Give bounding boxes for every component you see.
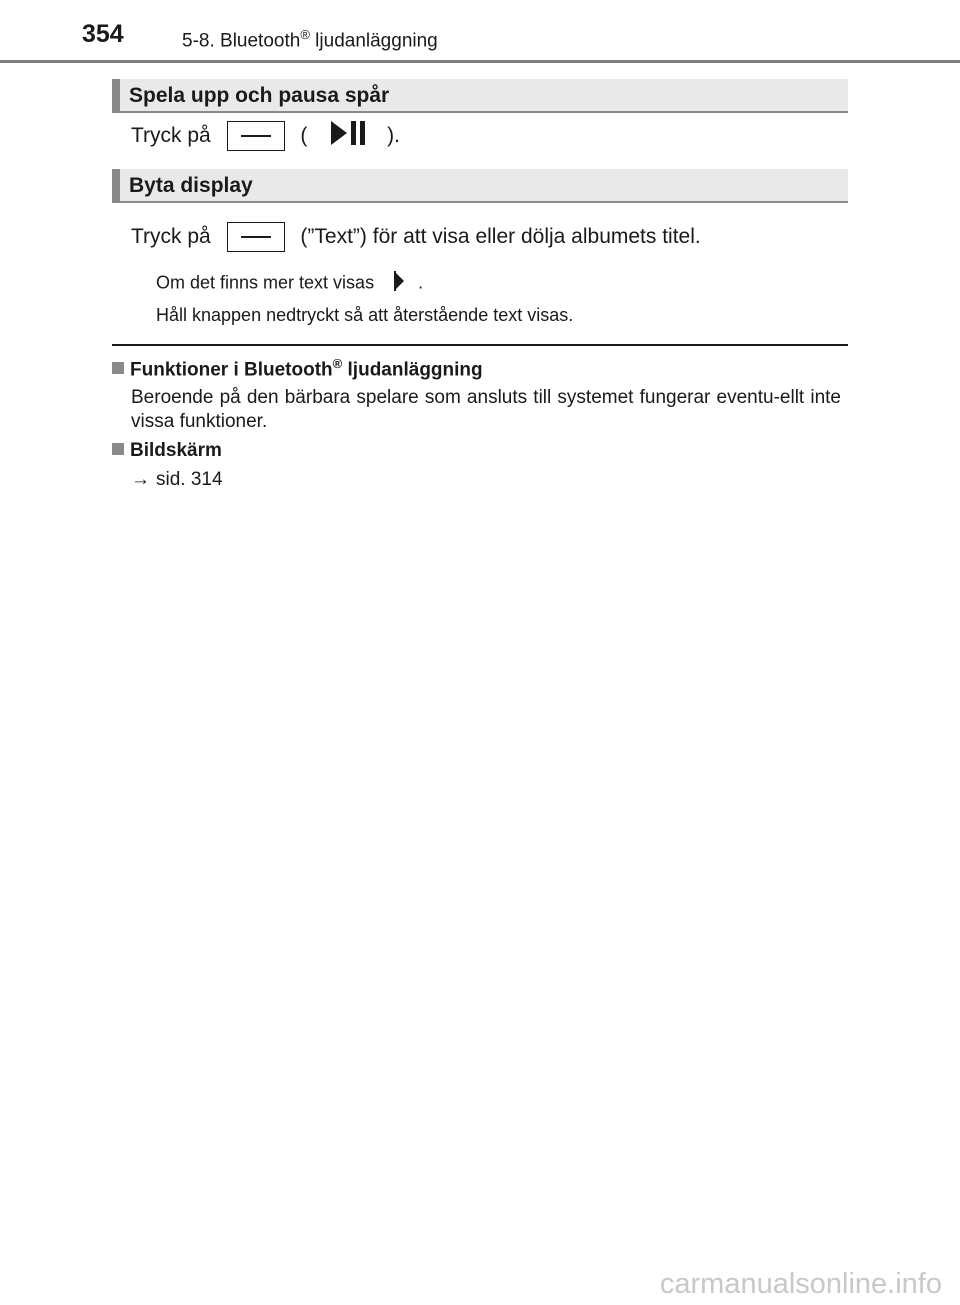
section-heading-label: Spela upp och pausa spår (129, 84, 390, 107)
section-heading-label: Byta display (129, 174, 253, 197)
registered-mark: ® (300, 27, 310, 42)
open-paren: ( (300, 124, 308, 147)
section-heading-display (112, 169, 848, 203)
info-title: Funktioner i Bluetooth (130, 359, 333, 381)
instruction-prefix: Tryck på (131, 225, 211, 248)
note-end: . (418, 272, 424, 293)
square-bullet-icon (112, 362, 124, 374)
instruction-prefix: Tryck på (131, 124, 211, 147)
header-rule (0, 60, 960, 63)
watermark: carmanualsonline.info (659, 1268, 942, 1300)
chapter-title (182, 27, 438, 52)
steering-switch-button[interactable] (227, 222, 285, 252)
info-body-functions: Beroende på den bärbara spelare som ansluts till systemet fungerar eventu-ellt inte vissa funktioner. (131, 387, 841, 432)
registered-mark: ® (332, 356, 343, 371)
info-title: Bildskärm (130, 440, 222, 461)
steering-switch-button[interactable] (227, 121, 285, 151)
note-hold-button: Håll knappen nedtryckt så att återstående text visas. (156, 305, 574, 325)
info-heading-screen (112, 440, 222, 462)
reference-link[interactable]: sid. 314 (156, 469, 223, 490)
chapter-text: 5-8. Bluetooth (182, 30, 301, 52)
square-bullet-icon (112, 443, 124, 455)
note-text: Om det finns mer text visas (156, 272, 375, 293)
section-heading-play-pause (112, 79, 848, 113)
info-title-suffix: ljudanläggning (342, 359, 483, 381)
divider (112, 344, 848, 346)
chapter-suffix: ljudanläggning (309, 30, 438, 52)
note-more-text (156, 270, 423, 297)
instruction-suffix: (”Text”) för att visa eller dölja albumets titel. (300, 225, 701, 248)
close-paren: ). (387, 124, 400, 147)
instruction-play-pause (131, 120, 400, 152)
info-heading-functions (112, 356, 483, 381)
arrow-right-icon: → (131, 469, 150, 490)
page-reference (131, 469, 223, 491)
heading-bar (112, 169, 120, 201)
page-number: 354 (82, 20, 124, 48)
heading-bar (112, 79, 120, 111)
more-text-arrow-icon (393, 270, 405, 297)
page-header (0, 0, 960, 64)
play-pause-icon (331, 120, 367, 152)
instruction-display (131, 222, 701, 252)
